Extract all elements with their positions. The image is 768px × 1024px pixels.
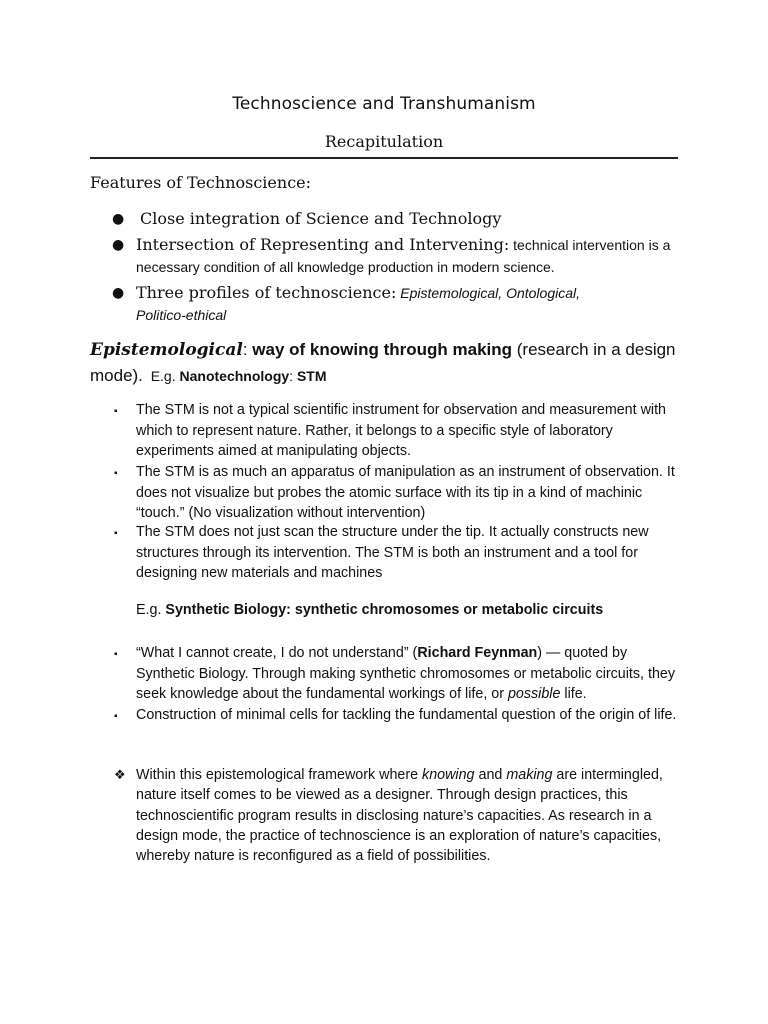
conclusion-text	[136, 765, 681, 866]
quote-italic: possible	[507, 686, 561, 702]
feature-text	[136, 234, 681, 278]
bullet-dot-icon: ●	[112, 285, 125, 301]
features-heading: Features of Technoscience:	[90, 173, 312, 192]
epistemological-definition	[90, 337, 680, 389]
feature-item	[112, 282, 672, 328]
definition-bold: way of knowing through making	[247, 340, 513, 359]
diamond-bullet-icon: ❖	[114, 767, 126, 782]
feature-text	[136, 282, 596, 326]
quote-continuation: ) — quoted by Synthetic Biology. Through making synthetic chromosomes or metabolic circuits, they seek knowledge about the fundamental workings of life, or	[136, 645, 676, 702]
bullet-dot-icon: ●	[112, 211, 125, 227]
conclusion-and: and	[474, 767, 507, 783]
conclusion-b: are intermingled, nature itself comes to be viewed as a designer. Through design practices, this technoscientific program results in disclosing nature’s capacities. As research in a design mode, the practice of technoscience is an exploration of nature’s capacities, whereby nature is reconfigured as a field of possibilities.	[136, 767, 663, 865]
square-bullet-icon: ▪	[114, 406, 118, 417]
conclusion-a: Within this epistemological framework where	[136, 767, 423, 783]
conclusion-making: making	[506, 767, 553, 783]
list-item-text	[136, 643, 681, 705]
synbio-example	[136, 602, 603, 618]
quote-author: Richard Feynman	[417, 645, 538, 661]
epistemological-term: Epistemological	[90, 340, 243, 360]
eg-nanotech: Nanotechnology	[179, 368, 290, 384]
list-item-text: Construction of minimal cells for tackling the fundamental question of the origin of life.	[136, 707, 677, 723]
square-bullet-icon: ▪	[114, 528, 118, 539]
document-subtitle: Recapitulation	[324, 132, 444, 151]
feature-text: Close integration of Science and Technology	[140, 209, 502, 228]
bullet-dot-icon: ●	[112, 237, 125, 253]
eg-prefix: E.g.	[142, 368, 180, 384]
eg-synbio: Synthetic Biology: synthetic chromosomes or metabolic circuits	[165, 602, 604, 618]
feature-label: Intersection of Representing and Intervening:	[136, 235, 510, 254]
feature-item	[112, 234, 672, 280]
eg-stm: STM	[296, 368, 327, 384]
square-bullet-icon: ▪	[114, 649, 118, 660]
eg-prefix: E.g.	[136, 602, 166, 618]
list-item-text: The STM does not just scan the structure under the tip. It actually constructs new structures through its intervention. The STM is both an instrument and a tool for designing new materials and machines	[136, 524, 649, 581]
square-bullet-icon: ▪	[114, 468, 118, 479]
list-item-text: The STM is not a typical scientific instrument for observation and measurement with which to represent nature. Rather, it belongs to a specific style of laboratory experiments aimed at manipulating objects.	[136, 402, 667, 459]
list-item-text: The STM is as much an apparatus of manipulation as an instrument of observation. It does not visualize but probes the atomic surface with its tip in a kind of machinic “touch.” (No visualization without intervention)	[136, 464, 675, 521]
document-title: Technoscience and Transhumanism	[232, 94, 536, 114]
feature-detail: technical intervention is a necessary condition of all knowledge production in modern science.	[136, 237, 671, 275]
colon: :	[242, 340, 248, 359]
title-divider	[90, 157, 678, 159]
conclusion-knowing: knowing	[422, 767, 475, 783]
square-bullet-icon: ▪	[114, 711, 118, 722]
quote-text: “What I cannot create, I do not understand” (	[136, 645, 418, 661]
feature-label: Three profiles of technoscience:	[136, 283, 397, 302]
feature-detail: Epistemological, Ontological, Politico-ethical	[136, 285, 581, 323]
definition-rest: (research in a design mode).	[90, 340, 676, 385]
eg-colon: :	[289, 368, 297, 384]
quote-end: life.	[560, 686, 587, 702]
